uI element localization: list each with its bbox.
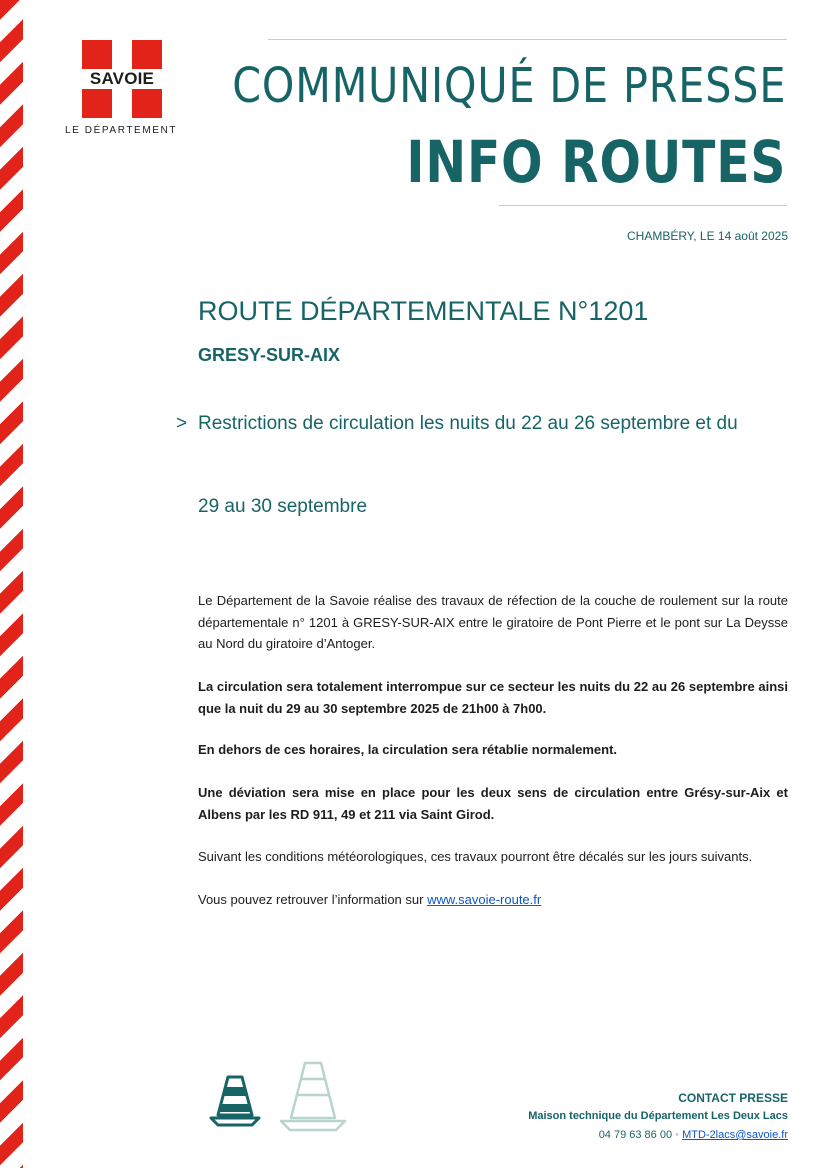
chevron-right-icon: > [176,413,188,434]
contact-organisation: Maison technique du Département Les Deux Lacs [528,1110,788,1122]
paragraph-info [198,889,788,911]
contact-email-link[interactable]: MTD-2lacs@savoie.fr [682,1129,788,1141]
press-date: CHAMBÉRY, LE 14 août 2025 [627,229,788,243]
red-white-stripe-border [0,0,23,1168]
contact-phone: 04 79 63 86 00 [598,1129,673,1141]
paragraph-restored: En dehors de ces horaires, la circulation sera rétablie normalement. [198,742,618,757]
contact-line [388,1129,788,1141]
paragraph-closure: La circulation sera totalement interrompue sur ce secteur les nuits du 22 au 26 septembre ainsi que la nuit du 29 au 30 septembre 2025 de 21h00 à 7h00. [198,679,788,716]
logo-subtitle: LE DÉPARTEMENT [65,125,178,136]
restriction-line-2: 29 au 30 septembre [198,496,368,517]
header-title-communique: COMMUNIQUÉ DE PRESSE [231,58,786,114]
paragraph-weather: Suivant les conditions météorologiques, ces travaux pourront être décalés sur les jours suivants. [198,849,753,864]
traffic-cone-outline-icon [278,1060,348,1134]
logo-wordmark: SAVOIE [82,69,162,89]
contact-separator: • [675,1129,680,1141]
road-title: ROUTE DÉPARTEMENTALE N°1201 [198,296,649,326]
info-text: Vous pouvez retrouver l’information sur [198,892,428,907]
savoie-route-link[interactable]: www.savoie-route.fr [427,892,542,907]
savoie-logo [82,40,162,118]
paragraph-works: Le Département de la Savoie réalise des travaux de réfection de la couche de roulement sur la route départementale n° 1201 à GRESY-SUR-AIX entre le giratoire de Pont Pierre et le pont sur La Deysse au Nord du giratoire d’Antoger. [198,593,788,651]
header-bottom-rule [499,205,787,206]
place-title: GRESY-SUR-AIX [198,345,341,365]
header-title-info-routes: INFO ROUTES [406,128,786,196]
paragraph-detour: Une déviation sera mise en place pour les deux sens de circulation entre Grésy-sur-Aix et Albens par les RD 911, 49 et 211 via Saint Girod. [198,785,788,822]
header-top-rule [268,39,787,40]
contact-heading: CONTACT PRESSE [678,1091,788,1105]
traffic-cone-icon [208,1074,262,1128]
restriction-line-1: Restrictions de circulation les nuits du 22 au 26 septembre et du [198,413,738,434]
